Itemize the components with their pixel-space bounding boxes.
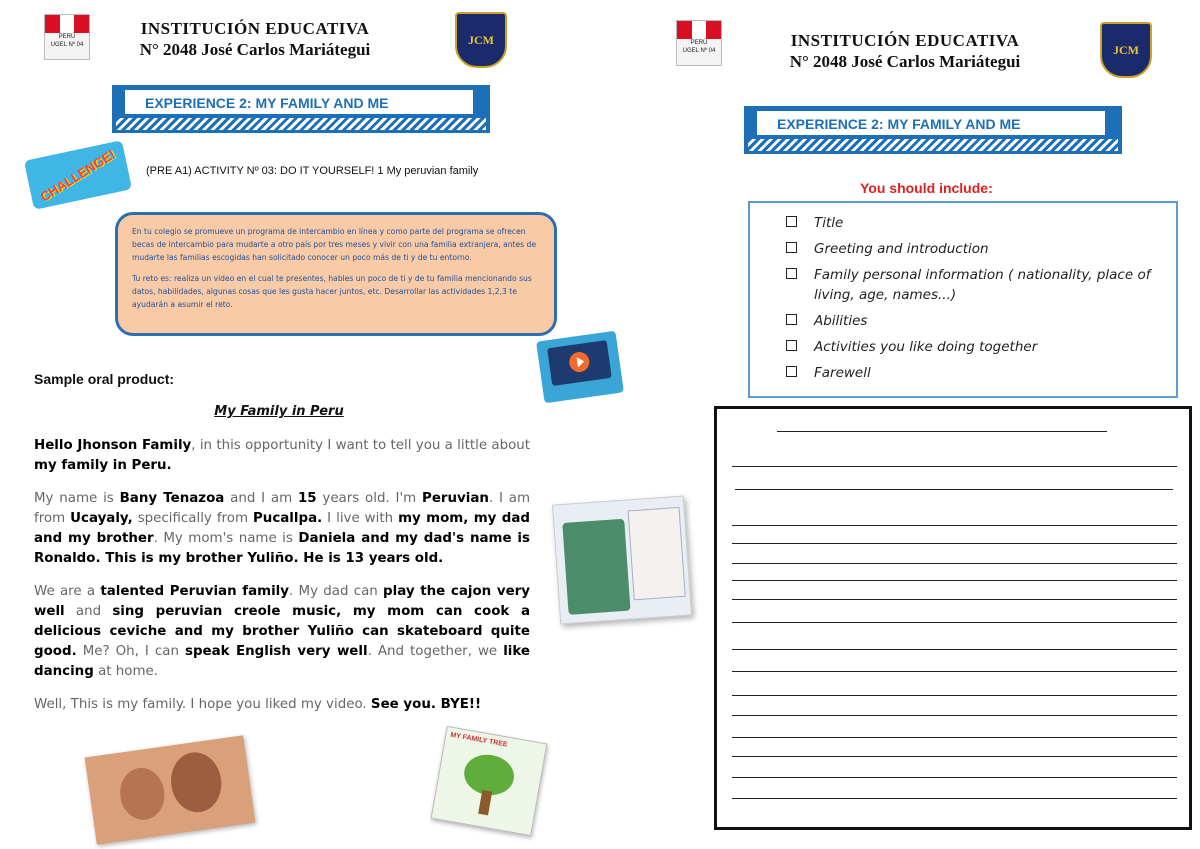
story-paragraph-1: Hello Jhonson Family, in this opportunity I want to tell you a little about my family in Peru.	[34, 438, 530, 473]
sample-oral-product-label: Sample oral product:	[34, 371, 175, 387]
crest-right-letters: JCM	[1113, 42, 1139, 57]
peru-logo-right-country: PERÚ	[690, 40, 708, 46]
checklist-item[interactable]: Title	[786, 213, 1176, 233]
writing-line	[732, 580, 1177, 581]
writing-line	[732, 671, 1177, 672]
checklist-item[interactable]: Family personal information ( nationality, place of living, age, names...)	[786, 265, 1176, 305]
checklist-item[interactable]: Activities you like doing together	[786, 337, 1176, 357]
experience-banner-right	[744, 106, 1122, 154]
checkbox-icon[interactable]	[786, 314, 797, 325]
checklist-item[interactable]: Greeting and introduction	[786, 239, 1176, 259]
peru-logo-caption: UGEL Nº 04	[50, 42, 84, 48]
writing-line	[732, 466, 1177, 467]
story-title: My Family in Peru	[214, 404, 344, 419]
experience-banner-right-text: EXPERIENCE 2: MY FAMILY AND ME	[756, 110, 1106, 136]
video-play-icon	[536, 331, 624, 404]
writing-line	[732, 599, 1177, 600]
school-crest	[455, 12, 507, 68]
peru-logo-country: PERÚ	[58, 34, 76, 40]
checkbox-icon[interactable]	[786, 340, 797, 351]
school-title-right	[780, 30, 1030, 72]
crest-letters: JCM	[468, 32, 494, 47]
writing-area[interactable]	[714, 406, 1192, 830]
school-title-line1: INSTITUCIÓN EDUCATIVA	[140, 19, 370, 38]
school-title-line2: N° 2048 José Carlos Mariátegui	[139, 40, 371, 59]
peru-logo-right	[676, 20, 722, 66]
checkbox-icon[interactable]	[786, 242, 797, 253]
checkbox-icon[interactable]	[786, 268, 797, 279]
activity-heading: (PRE A1) ACTIVITY Nº 03: DO IT YOURSELF! 1 My peruvian family	[146, 165, 479, 177]
story-paragraph-3: We are a talented Peruvian family. My dad can play the cajon very well and sing peruvian creole music, my mom can cook a delicious ceviche and my brother Yuliño can skateboard quite good. Me? Oh, I can speak English very well. And together, we like dancing at home.	[34, 584, 530, 679]
writing-line	[732, 649, 1177, 650]
writing-line	[732, 715, 1177, 716]
reto-paragraph-2: Tu reto es: realiza un video en el cual te presentes, hables un poco de ti y de tu familia mencionando sus datos, habilidades, algunas cosas que les gusta hacer juntos, etc. Desarrollar las actividades 1,2,3 te ayudarán a asumir el reto.	[132, 274, 532, 309]
include-checklist-box	[748, 201, 1178, 398]
experience-banner	[112, 85, 490, 133]
challenge-badge-text: CHALLENGE!	[37, 146, 119, 204]
story-paragraph-4: Well, This is my family. I hope you liked my video. See you. BYE!!	[34, 697, 482, 712]
writing-line	[735, 489, 1173, 490]
school-crest-right	[1100, 22, 1152, 78]
writing-line	[732, 525, 1177, 526]
writing-line	[732, 695, 1177, 696]
writing-line	[732, 622, 1177, 623]
title-line	[777, 431, 1107, 432]
peru-logo	[44, 14, 90, 60]
writing-line	[732, 777, 1177, 778]
writing-line	[732, 798, 1177, 799]
challenge-description-box	[115, 212, 557, 336]
checklist-item[interactable]: Farewell	[786, 363, 1176, 383]
school-title-right-line2: N° 2048 José Carlos Mariátegui	[789, 52, 1021, 71]
include-checklist	[750, 203, 1176, 383]
family-tree-caption: MY FAMILY TREE	[449, 731, 508, 749]
family-photo	[85, 735, 256, 844]
peru-logo-right-caption: UGEL Nº 04	[682, 48, 716, 54]
writing-line	[732, 737, 1177, 738]
checklist-item[interactable]: Abilities	[786, 311, 1176, 331]
sample-story	[34, 436, 530, 728]
school-title	[130, 18, 380, 60]
experience-banner-text: EXPERIENCE 2: MY FAMILY AND ME	[124, 89, 474, 115]
checkbox-icon[interactable]	[786, 216, 797, 227]
writing-line	[732, 563, 1177, 564]
reto-paragraph-1: En tu colegio se promueve un programa de intercambio en línea y como parte del programa se ofrecen becas de intercambio para mudarte a otro país por tres meses y vivir con una familia extranjera, antes de mudarte las familias escogidas han solicitado conocer un poco más de ti y de tu entorno.	[132, 227, 537, 262]
student-photo	[552, 496, 692, 625]
story-paragraph-2: My name is Bany Tenazoa and I am 15 years old. I'm Peruvian. I am from Ucayaly, specifically from Pucallpa. I live with my mom, my dad and my brother. My mom's name is Daniela and my dad's name is Ronaldo. This is my brother Yuliño. He is 13 years old.	[34, 491, 531, 566]
writing-line	[732, 543, 1177, 544]
school-title-right-line1: INSTITUCIÓN EDUCATIVA	[790, 31, 1020, 50]
include-title: You should include:	[860, 180, 993, 196]
family-tree-drawing	[431, 726, 548, 836]
challenge-badge	[24, 140, 132, 210]
writing-line	[732, 756, 1177, 757]
checkbox-icon[interactable]	[786, 366, 797, 377]
